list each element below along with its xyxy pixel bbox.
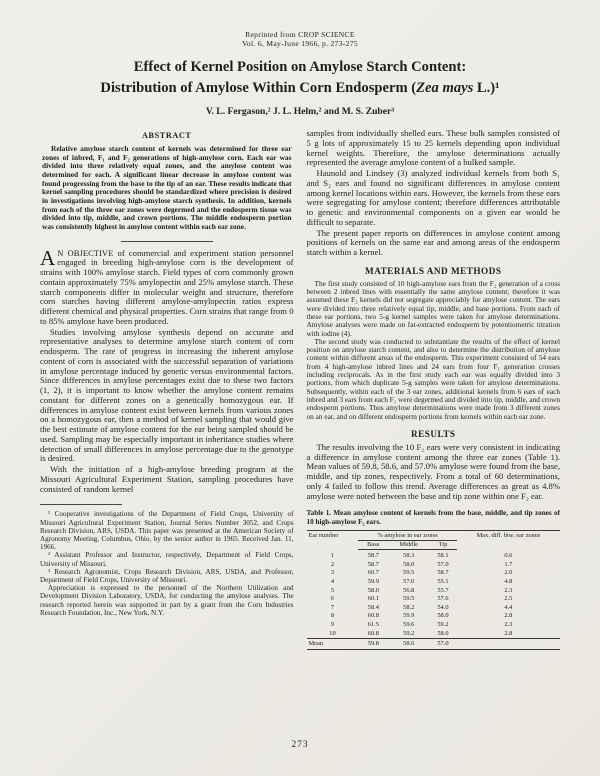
table-row: 5 58.0 56.8 55.7 2.3 (330, 586, 513, 594)
table-row: 4 59.9 57.0 55.1 4.8 (330, 578, 513, 586)
continuation-paragraph-2: Haunold and Lindsey (3) analyzed individual kernels from both S₁ and S₂ ears and found no significant differences in amylose content among kernel locations within ears. However, the kernels from these ears were segregating for amylose content; therefore differences attributable to genetic and environmental components on a given ear would be difficult to separate. (306, 168, 560, 227)
table-row: 8 60.8 59.9 58.0 2.8 (330, 612, 513, 620)
footnote-3: ³ Research Agronomist, Crops Research Division, ARS, USDA, and Professor, Department of Field Crops, University of Missouri. (40, 567, 294, 584)
table-row: 6 60.1 59.5 57.6 2.5 (330, 595, 513, 603)
abstract-heading: ABSTRACT (142, 131, 192, 140)
table-row: 9 61.5 59.6 59.2 2.3 (330, 621, 513, 629)
table-1-caption: Table 1. Mean amylose content of kernels from the base, middle, and tip zones of 10 high-amylose F₂ ears. (306, 509, 560, 526)
table-1-header (307, 531, 561, 550)
intro-paragraph-3: With the initiation of a high-amylose breeding program at the Missouri Agricultural Experiment Station, sampling procedures have consisted of random kernel (40, 464, 294, 494)
page-number: 273 (291, 740, 309, 750)
materials-paragraph-1: The first study consisted of 10 high-amylose ears from the F₂ generation of a cross between 2 inbred lines with essentially the same amylose content; therefore it was assumed these F₂ kernels did not segregate appreciably for amylose content. The ears were divided into three relatively equal tip, middle, and base portions. From each of these ear portions, two 5-g kernel samples were taken for amylose determinations. Amylose analyses were made on fat-extracted endosperm by potentiometric titration with iodine (4). (306, 278, 560, 338)
table-row: 7 58.4 58.2 54.0 4.4 (330, 603, 513, 611)
col-header-tip: Tip (429, 540, 457, 550)
col-header-ear-number: Ear number (308, 531, 339, 539)
title-line2-post: L.)¹ (473, 80, 500, 96)
col-header-base: Base (358, 540, 388, 550)
reprint-volume-line: Vol. 6, May-June 1966, p. 273-275 (242, 39, 358, 48)
species-name: Zea mays (416, 80, 474, 96)
author-line: V. L. Fergason,² J. L. Helm,² and M. S. Zuber³ (205, 106, 395, 117)
footnote-separator-rule (40, 504, 122, 505)
article-title-line2 (40, 78, 560, 99)
table-row: 1 58.7 58.3 58.1 0.6 (330, 552, 513, 560)
abstract-text: Relative amylose starch content of kernels was determined for three ear zones of inbred, F₁ and F₂ generations of high-amylose corn. Each ear was divided into three relatively equal zones, and the amylose content was determined for each. A significant linear decrease in amylose content was found progressing from the base to the tip of an ear. These results indicate that kernel sampling procedures should be standardized where precision is desired in investigations involving high-amylose starch synthesis. In addition, kernels from each of the three ear zones were degermed and the endosperm tissue was divided into tip, middle, and crown portions. The middle endosperm portion was consistently highest in amylose content within each ear zone. (42, 144, 292, 231)
materials-paragraph-2: The second study was conducted to substantiate the results of the effect of kernel position on amylose starch content, and also to determine the distribution of amylose content within different areas of the endosperm. This experiment consisted of 54 ears from 4 high-amylose inbred lines and 24 ears from four F₁ generation crosses including reciprocals. As in the first study each ear was equally divided into 3 portions, from which duplicate 5-g samples were taken for amylose determinations. Subsequently, within each of the 3 ear zones, additional kernels from 6 ears of each inbred and 3 ears from each F₁ were degermed and divided into tip, middle, and crown endosperm portions. Thus amylose determinations were made from 3 different zones on an ear, and on different endosperm portions from kernels within each ear zone. (306, 336, 560, 421)
materials-methods-heading: MATERIALS AND METHODS (365, 265, 502, 276)
table-1-block (307, 509, 561, 650)
left-column (40, 129, 294, 650)
page-header (40, 30, 560, 117)
footnote-2: ² Assistant Professor and Instructor, respectively, Department of Field Crops, University of Missouri. (40, 551, 294, 568)
article-title-line1: Effect of Kernel Position on Amylose Starch Content: (133, 59, 467, 75)
two-column-body (40, 129, 560, 650)
col-group-header-amylose: % amylose in ear zones (358, 531, 456, 541)
reprint-source-line: Reprinted from CROP SCIENCE (245, 30, 355, 39)
footnote-1: ¹ Cooperative investigations of the Department of Field Crops, University of Missouri Agricultural Experiment Station, Journal Series Number 3052, and Crops Research Division, ARS, USDA. This paper was presented at the American Society of Agronomy Meeting, Columbus, Ohio, by the senior author in 1965. Received Jan. 11, 1966. (40, 510, 294, 552)
right-column (307, 129, 561, 650)
table-1 (307, 530, 561, 650)
table-row: 2 58.7 58.0 57.0 1.7 (330, 560, 513, 568)
intro-paragraph-1 (40, 245, 294, 327)
intro-paragraph-2: Studies involving amylose synthesis depend on accurate and representative analyses to determine amylose starch content of corn endosperm. The rate of progress in increasing the inherent amylose content of corn is associated with the successful separation of variations in amylose percentage induced by genetic versus environmental factors. Since differences in amylose percentages exist due to these two factors (1, 2), it is important to know whether the amylose content remains constant for different zones on a genetically homozygous ear. If differences in amylose content exist between kernels from various zones on a homozygous ear, then a method of kernel sampling that would give the best estimate of amylose content for the ear being sampled should be used. Sampling may be especially important in inheritance studies where detection of small differences in amylose percentage due to the genotype is desired. (40, 326, 294, 464)
article-title (40, 57, 560, 99)
table-1-body (307, 550, 561, 650)
continuation-paragraph-3: The present paper reports on differences in amylose content among positions of kernels on the same ear and among areas of the endosperm starch within a kernel. (306, 227, 560, 257)
dropcap-initial: A (40, 245, 56, 270)
title-line2-pre: Distribution of Amylose Within Corn Endosperm ( (100, 80, 417, 96)
results-paragraph-1: The results involving the 10 F₂ ears were very consistent in indicating a difference in amylose content among the three ear zones (Table 1). Mean values of 59.8, 58.6, and 57.0% amylose were found from the base, middle, and tip zones, respectively. From a total of 60 determinations, only 4 failed to follow this trend. Average differences as great as 4.8% amylose were noted between the base and tip zone within one F₂ ear. (306, 441, 560, 501)
table-row: 3 60.7 59.5 58.7 2.0 (330, 569, 513, 577)
abstract-divider-rule (121, 241, 213, 242)
footnote-acknowledgment: Appreciation is expressed to the personnel of the Northern Utilization and Development Division Laboratory, USDA, for conducting the amylose analyses. The research reported herein was supported in part by a grant from the Corn Industries Research Foundation, Inc., New York, N.Y. (40, 584, 294, 617)
table-row: 10 60.8 59.2 58.0 2.8 (329, 629, 513, 637)
intro-paragraph-1-text: N OBJECTIVE of commercial and experiment station personnel engaged in breeding high-amylose corn is the development of strains with 100% amylose starch. Field types of corn commonly grown contain approximately 75% amylopectin and 25% amylose starch. These starch components differ in molecular weight and structure, therefore corn starches having different amylose-amylopectin ratios express different chemical and physical properties. Corn strains that range from 0 to 85% amylose have been produced. (40, 247, 294, 326)
results-heading: RESULTS (410, 428, 456, 439)
continuation-paragraph-1: samples from individually shelled ears. These bulk samples consisted of 5 g lots of approximately 15 to 25 kernels depending upon individual kernel weights. Therefore, the amylose determinations actually represented the average amylose content of a bulked sample. (306, 128, 560, 168)
table-mean-row: Mean 59.8 58.6 57.0 (307, 638, 561, 650)
col-header-max-diff: Max. diff. btw. ear zones (476, 531, 541, 539)
col-header-middle: Middle (388, 540, 429, 550)
